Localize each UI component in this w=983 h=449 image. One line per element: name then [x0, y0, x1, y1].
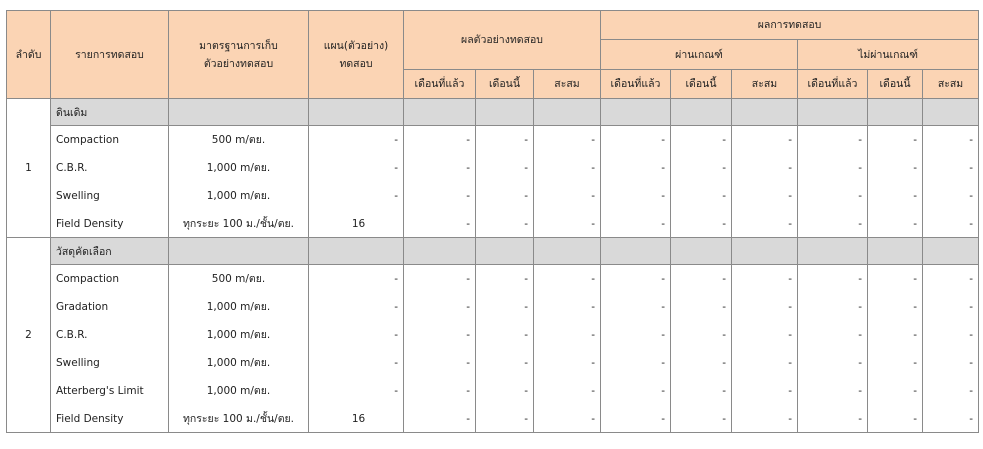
test-item-name: Compaction: [51, 126, 169, 154]
fail-prev-month-cell: -: [798, 405, 868, 433]
category-empty-cell: [732, 238, 798, 265]
category-empty-cell: [923, 238, 979, 265]
samples-prev-month-cell: -: [404, 182, 476, 210]
pass-this-month-cell: -: [671, 321, 732, 349]
test-results-table: [6, 10, 979, 433]
table-row: [7, 126, 979, 154]
fail-this-month-cell: -: [868, 377, 923, 405]
table-row: [7, 154, 979, 182]
header-samples-cumulative: สะสม: [534, 70, 601, 99]
samples-this-month-cell: -: [476, 154, 534, 182]
samples-cumulative-cell: -: [534, 182, 601, 210]
sampling-standard: 1,000 m/ตย.: [169, 349, 309, 377]
fail-this-month-cell: -: [868, 210, 923, 238]
samples-this-month-cell: -: [476, 265, 534, 293]
fail-cumulative-cell: -: [923, 293, 979, 321]
sampling-standard: 500 m/ตย.: [169, 265, 309, 293]
fail-prev-month-cell: -: [798, 126, 868, 154]
samples-cumulative-cell: -: [534, 154, 601, 182]
fail-this-month-cell: -: [868, 293, 923, 321]
header-standard-line2: ตัวอย่างทดสอบ: [203, 57, 274, 70]
header-pass-cumulative: สะสม: [732, 70, 798, 99]
header-samples: ผลตัวอย่างทดสอบ: [404, 11, 601, 70]
samples-this-month-cell: -: [476, 182, 534, 210]
category-empty-cell: [671, 238, 732, 265]
header-no: ลำดับ: [7, 11, 51, 99]
category-empty-cell: [404, 238, 476, 265]
fail-cumulative-cell: -: [923, 265, 979, 293]
fail-this-month-cell: -: [868, 321, 923, 349]
samples-cumulative-cell: -: [534, 265, 601, 293]
pass-prev-month-cell: -: [601, 265, 671, 293]
category-empty-cell: [476, 238, 534, 265]
table-body: [7, 99, 979, 433]
test-item-name: Swelling: [51, 182, 169, 210]
test-item-name: Field Density: [51, 405, 169, 433]
fail-cumulative-cell: -: [923, 182, 979, 210]
plan-samples: -: [309, 377, 404, 405]
fail-this-month-cell: -: [868, 126, 923, 154]
samples-prev-month-cell: -: [404, 405, 476, 433]
header-samples-prev-month: เดือนที่แล้ว: [404, 70, 476, 99]
pass-this-month-cell: -: [671, 349, 732, 377]
sampling-standard: 1,000 m/ตย.: [169, 377, 309, 405]
pass-this-month-cell: -: [671, 182, 732, 210]
fail-this-month-cell: -: [868, 182, 923, 210]
header-plan-line2: ทดสอบ: [339, 57, 373, 70]
plan-samples: -: [309, 126, 404, 154]
fail-prev-month-cell: -: [798, 293, 868, 321]
sampling-standard: 1,000 m/ตย.: [169, 154, 309, 182]
pass-prev-month-cell: -: [601, 349, 671, 377]
header-item: รายการทดสอบ: [51, 11, 169, 99]
header-fail-cumulative: สะสม: [923, 70, 979, 99]
pass-cumulative-cell: -: [732, 405, 798, 433]
header-results: ผลการทดสอบ: [601, 11, 979, 40]
pass-this-month-cell: -: [671, 265, 732, 293]
samples-prev-month-cell: -: [404, 293, 476, 321]
samples-this-month-cell: -: [476, 321, 534, 349]
category-empty-cell: [868, 238, 923, 265]
category-empty-cell: [601, 99, 671, 126]
header-standard: [169, 11, 309, 99]
fail-prev-month-cell: -: [798, 265, 868, 293]
table-header: [7, 11, 979, 99]
table-row: [7, 210, 979, 238]
table-row: [7, 377, 979, 405]
section-number: 1: [7, 99, 51, 238]
category-empty-cell: [923, 99, 979, 126]
header-pass-this-month: เดือนนี้: [671, 70, 732, 99]
section-number: 2: [7, 238, 51, 433]
pass-cumulative-cell: -: [732, 154, 798, 182]
sampling-standard: 1,000 m/ตย.: [169, 321, 309, 349]
test-item-name: C.B.R.: [51, 154, 169, 182]
samples-this-month-cell: -: [476, 293, 534, 321]
fail-cumulative-cell: -: [923, 154, 979, 182]
samples-cumulative-cell: -: [534, 377, 601, 405]
header-samples-this-month: เดือนนี้: [476, 70, 534, 99]
sampling-standard: 1,000 m/ตย.: [169, 182, 309, 210]
category-empty-cell: [476, 99, 534, 126]
sampling-standard: 500 m/ตย.: [169, 126, 309, 154]
fail-this-month-cell: -: [868, 349, 923, 377]
samples-prev-month-cell: -: [404, 210, 476, 238]
fail-prev-month-cell: -: [798, 377, 868, 405]
category-empty-cell: [671, 99, 732, 126]
sampling-standard: ทุกระยะ 100 ม./ชั้น/ตย.: [169, 405, 309, 433]
fail-this-month-cell: -: [868, 154, 923, 182]
samples-this-month-cell: -: [476, 210, 534, 238]
category-empty-cell: [169, 238, 309, 265]
category-label: วัสดุคัดเลือก: [51, 238, 169, 265]
table-row: [7, 321, 979, 349]
samples-prev-month-cell: -: [404, 377, 476, 405]
pass-cumulative-cell: -: [732, 182, 798, 210]
test-item-name: Atterberg's Limit: [51, 377, 169, 405]
samples-this-month-cell: -: [476, 377, 534, 405]
sampling-standard: 1,000 m/ตย.: [169, 293, 309, 321]
samples-prev-month-cell: -: [404, 154, 476, 182]
samples-cumulative-cell: -: [534, 321, 601, 349]
plan-samples: -: [309, 182, 404, 210]
category-row: [7, 238, 979, 265]
samples-this-month-cell: -: [476, 405, 534, 433]
table-row: [7, 349, 979, 377]
pass-this-month-cell: -: [671, 405, 732, 433]
category-empty-cell: [798, 99, 868, 126]
category-empty-cell: [309, 238, 404, 265]
fail-cumulative-cell: -: [923, 405, 979, 433]
plan-samples: -: [309, 321, 404, 349]
samples-cumulative-cell: -: [534, 349, 601, 377]
pass-this-month-cell: -: [671, 377, 732, 405]
fail-this-month-cell: -: [868, 405, 923, 433]
header-standard-line1: มาตรฐานการเก็บ: [199, 39, 278, 52]
pass-this-month-cell: -: [671, 210, 732, 238]
fail-cumulative-cell: -: [923, 210, 979, 238]
fail-prev-month-cell: -: [798, 210, 868, 238]
test-item-name: Compaction: [51, 265, 169, 293]
samples-cumulative-cell: -: [534, 210, 601, 238]
samples-this-month-cell: -: [476, 349, 534, 377]
pass-prev-month-cell: -: [601, 377, 671, 405]
test-item-name: Gradation: [51, 293, 169, 321]
pass-cumulative-cell: -: [732, 210, 798, 238]
plan-samples: -: [309, 154, 404, 182]
pass-cumulative-cell: -: [732, 349, 798, 377]
fail-prev-month-cell: -: [798, 321, 868, 349]
samples-cumulative-cell: -: [534, 293, 601, 321]
header-plan: [309, 11, 404, 99]
table-row: [7, 405, 979, 433]
test-item-name: C.B.R.: [51, 321, 169, 349]
pass-this-month-cell: -: [671, 293, 732, 321]
fail-prev-month-cell: -: [798, 154, 868, 182]
table-row: [7, 182, 979, 210]
header-pass: ผ่านเกณฑ์: [601, 40, 798, 70]
table-row: [7, 265, 979, 293]
pass-prev-month-cell: -: [601, 321, 671, 349]
fail-cumulative-cell: -: [923, 349, 979, 377]
category-empty-cell: [534, 238, 601, 265]
category-empty-cell: [309, 99, 404, 126]
pass-this-month-cell: -: [671, 154, 732, 182]
samples-prev-month-cell: -: [404, 265, 476, 293]
category-empty-cell: [169, 99, 309, 126]
pass-prev-month-cell: -: [601, 182, 671, 210]
category-empty-cell: [601, 238, 671, 265]
fail-cumulative-cell: -: [923, 321, 979, 349]
header-plan-line1: แผน(ตัวอย่าง): [323, 39, 389, 52]
samples-prev-month-cell: -: [404, 349, 476, 377]
test-item-name: Field Density: [51, 210, 169, 238]
samples-prev-month-cell: -: [404, 126, 476, 154]
category-empty-cell: [798, 238, 868, 265]
pass-prev-month-cell: -: [601, 126, 671, 154]
plan-samples: 16: [309, 405, 404, 433]
plan-samples: 16: [309, 210, 404, 238]
plan-samples: -: [309, 265, 404, 293]
category-empty-cell: [868, 99, 923, 126]
category-label: ดินเดิม: [51, 99, 169, 126]
category-empty-cell: [534, 99, 601, 126]
category-row: [7, 99, 979, 126]
samples-cumulative-cell: -: [534, 405, 601, 433]
pass-prev-month-cell: -: [601, 405, 671, 433]
category-empty-cell: [404, 99, 476, 126]
pass-cumulative-cell: -: [732, 321, 798, 349]
table-row: [7, 293, 979, 321]
plan-samples: -: [309, 349, 404, 377]
pass-prev-month-cell: -: [601, 154, 671, 182]
pass-cumulative-cell: -: [732, 126, 798, 154]
header-fail: ไม่ผ่านเกณฑ์: [798, 40, 979, 70]
pass-cumulative-cell: -: [732, 293, 798, 321]
sampling-standard: ทุกระยะ 100 ม./ชั้น/ตย.: [169, 210, 309, 238]
header-pass-prev-month: เดือนที่แล้ว: [601, 70, 671, 99]
category-empty-cell: [732, 99, 798, 126]
pass-cumulative-cell: -: [732, 265, 798, 293]
fail-cumulative-cell: -: [923, 126, 979, 154]
pass-prev-month-cell: -: [601, 210, 671, 238]
samples-prev-month-cell: -: [404, 321, 476, 349]
fail-prev-month-cell: -: [798, 182, 868, 210]
samples-cumulative-cell: -: [534, 126, 601, 154]
pass-prev-month-cell: -: [601, 293, 671, 321]
samples-this-month-cell: -: [476, 126, 534, 154]
pass-cumulative-cell: -: [732, 377, 798, 405]
fail-cumulative-cell: -: [923, 377, 979, 405]
header-fail-prev-month: เดือนที่แล้ว: [798, 70, 868, 99]
test-item-name: Swelling: [51, 349, 169, 377]
fail-prev-month-cell: -: [798, 349, 868, 377]
plan-samples: -: [309, 293, 404, 321]
fail-this-month-cell: -: [868, 265, 923, 293]
pass-this-month-cell: -: [671, 126, 732, 154]
header-fail-this-month: เดือนนี้: [868, 70, 923, 99]
